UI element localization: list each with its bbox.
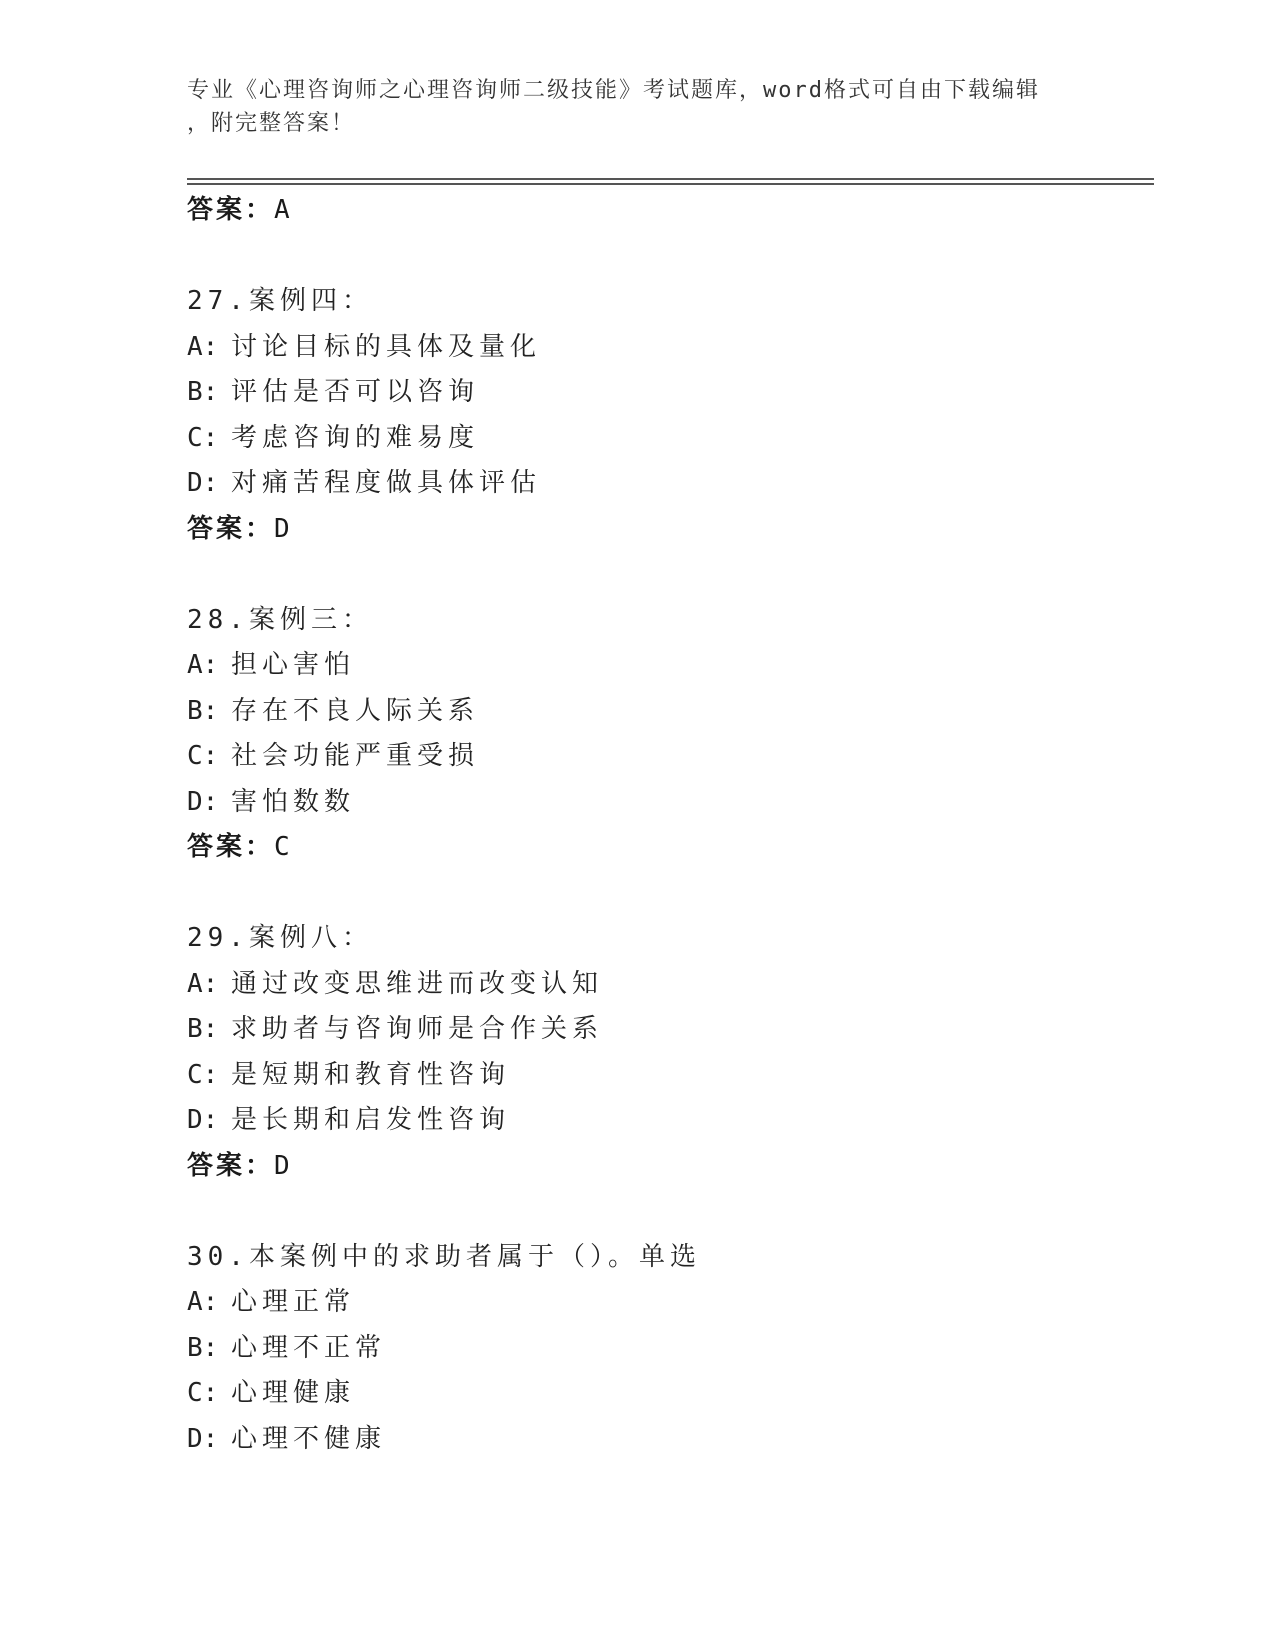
question-29 [187, 916, 1147, 1189]
header-line-1: 专业《心理咨询师之心理咨询师二级技能》考试题库，word格式可自由下载编辑 [187, 78, 1040, 103]
option-key: B: [187, 377, 219, 407]
option-key: A: [187, 650, 219, 680]
header-divider-bottom [187, 183, 1154, 185]
question-text: 本案例中的求助者属于（）。单选 [248, 1241, 701, 1272]
answer-label: 答案： [187, 1150, 275, 1181]
option-a [187, 325, 1147, 371]
option-a [187, 962, 1147, 1008]
option-text: 担心害怕 [231, 650, 356, 680]
document-header [187, 74, 1067, 140]
question-number: 27. [187, 286, 249, 316]
option-text: 存在不良人际关系 [231, 695, 480, 726]
option-text: 对痛苦程度做具体评估 [231, 468, 542, 498]
question-27 [187, 279, 1147, 552]
option-key: D: [187, 1423, 219, 1454]
option-key: C: [187, 741, 219, 771]
header-divider-top [187, 178, 1154, 180]
option-c [187, 1053, 1147, 1099]
answer-value: D [274, 513, 293, 544]
option-b [187, 1326, 1147, 1372]
option-text: 心理正常 [231, 1287, 356, 1317]
option-text: 心理不健康 [231, 1423, 387, 1454]
option-key: B: [187, 695, 219, 726]
option-key: B: [187, 1014, 219, 1044]
question-number: 28. [187, 604, 249, 635]
option-b [187, 370, 1147, 416]
option-key: A: [187, 1287, 219, 1317]
answer-label: 答案： [187, 195, 275, 225]
spacer [187, 871, 1147, 917]
answer-label: 答案： [187, 513, 275, 544]
option-c [187, 1371, 1147, 1417]
question-stem [187, 916, 1147, 962]
question-28 [187, 598, 1147, 871]
answer [187, 825, 1147, 871]
question-text: 案例三： [248, 604, 373, 635]
option-d [187, 1417, 1147, 1463]
option-a [187, 643, 1147, 689]
question-text: 案例八： [248, 923, 373, 953]
option-text: 讨论目标的具体及量化 [231, 331, 542, 362]
option-text: 通过改变思维进而改变认知 [231, 968, 604, 999]
answer [187, 1144, 1147, 1190]
question-30 [187, 1235, 1147, 1463]
option-key: D: [187, 1105, 219, 1135]
option-c [187, 416, 1147, 462]
spacer [187, 234, 1147, 280]
answer-label: 答案： [187, 832, 275, 862]
option-key: D: [187, 786, 219, 817]
option-a [187, 1280, 1147, 1326]
answer-value: A [274, 195, 293, 225]
option-text: 考虑咨询的难易度 [231, 422, 480, 453]
option-b [187, 689, 1147, 735]
option-text: 求助者与咨询师是合作关系 [231, 1014, 604, 1044]
option-d [187, 1098, 1147, 1144]
option-key: A: [187, 331, 219, 362]
spacer [187, 1189, 1147, 1235]
option-text: 是长期和启发性咨询 [231, 1105, 511, 1135]
option-d [187, 780, 1147, 826]
option-key: C: [187, 422, 219, 453]
option-key: A: [187, 968, 219, 999]
question-stem [187, 279, 1147, 325]
question-stem [187, 1235, 1147, 1281]
header-line-2: ，附完整答案！ [187, 111, 356, 136]
option-key: C: [187, 1059, 219, 1090]
previous-answer [187, 188, 1147, 234]
option-b [187, 1007, 1147, 1053]
answer-value: D [274, 1150, 293, 1181]
question-text: 案例四： [248, 286, 373, 316]
question-number: 30. [187, 1241, 249, 1272]
answer-value: C [274, 832, 293, 862]
spacer [187, 552, 1147, 598]
option-text: 心理不正常 [231, 1332, 387, 1363]
option-key: D: [187, 468, 219, 498]
option-key: B: [187, 1332, 219, 1363]
option-text: 心理健康 [231, 1378, 356, 1408]
option-c [187, 734, 1147, 780]
option-text: 害怕数数 [231, 786, 356, 817]
answer [187, 507, 1147, 553]
option-text: 社会功能严重受损 [231, 741, 480, 771]
option-d [187, 461, 1147, 507]
question-stem [187, 598, 1147, 644]
option-text: 是短期和教育性咨询 [231, 1059, 511, 1090]
question-list [187, 188, 1147, 1462]
question-number: 29. [187, 923, 249, 953]
option-text: 评估是否可以咨询 [231, 377, 480, 407]
option-key: C: [187, 1378, 219, 1408]
